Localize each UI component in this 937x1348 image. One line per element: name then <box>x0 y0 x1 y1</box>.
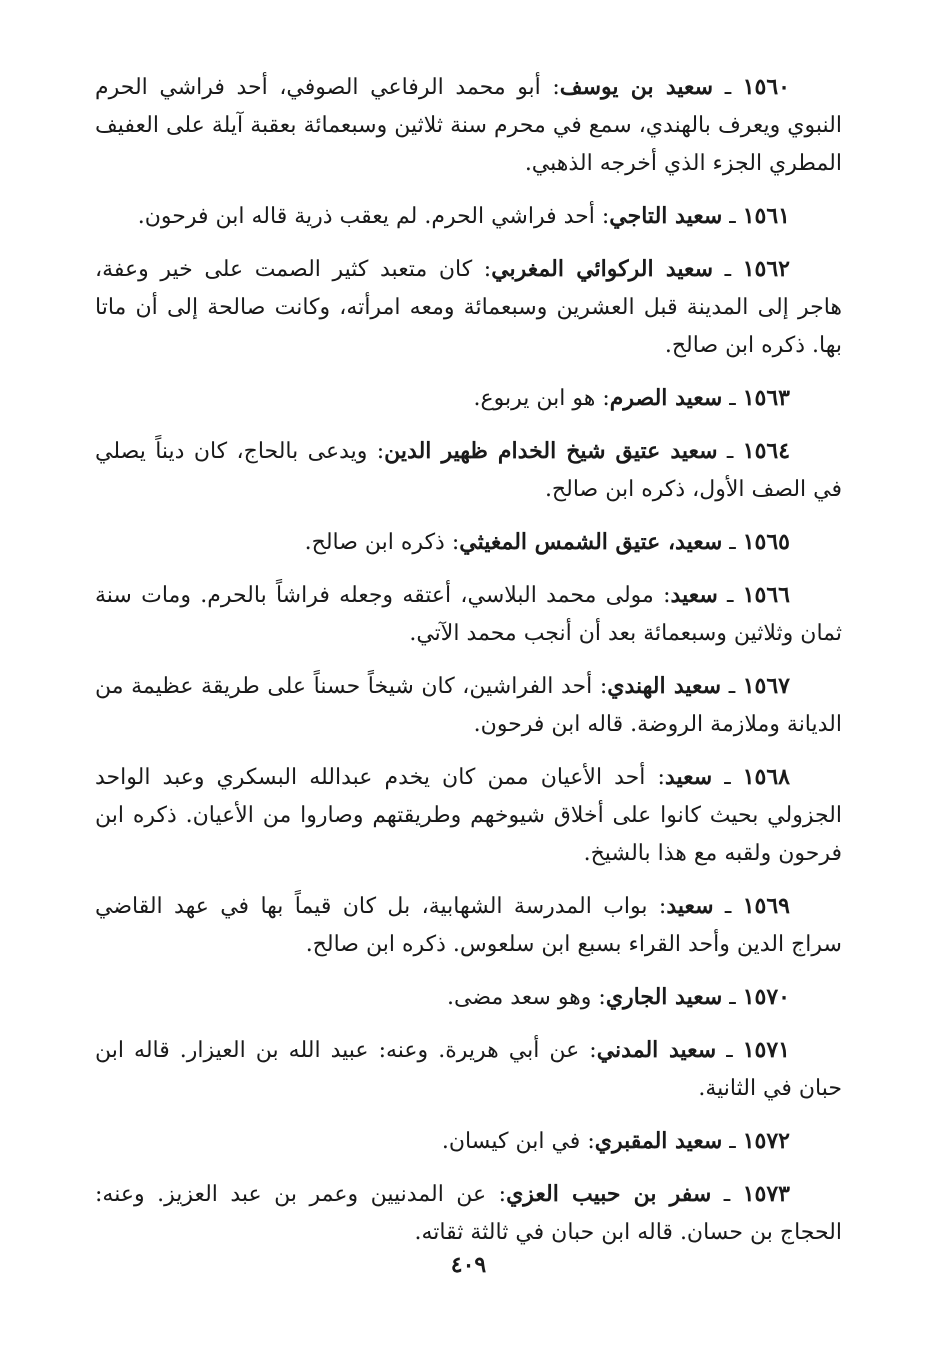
entry-name: سعيد عتيق شيخ الخدام ظهير الدين <box>384 438 718 464</box>
entry-separator: ـ <box>722 204 743 229</box>
entry-number: ١٥٦٦ <box>742 582 790 608</box>
entry-name: سعيد الهندي <box>607 673 722 699</box>
entry-1563 <box>95 379 842 418</box>
entry-separator: ـ <box>712 765 743 790</box>
entry-1570 <box>95 978 842 1017</box>
entry-number: ١٥٦٢ <box>742 256 790 282</box>
entry-1561 <box>95 197 842 236</box>
entry-text: : ويدعى بالحاج، كان ديناً يصلي في الصف الأول، ذكره ابن صالح. <box>95 439 842 502</box>
entry-name: سعيد، عتيق الشمس المغيثي <box>459 529 723 555</box>
entry-text: : بواب المدرسة الشهابية، بل كان قيماً بها في عهد القاضي سراج الدين وأحد القراء بسبع ابن سلعوس. ذكره ابن صالح. <box>95 894 842 957</box>
entry-name: سعيد التاجي <box>609 203 723 229</box>
entry-name: سعيد <box>664 764 713 790</box>
entry-name: سعيد المقبري <box>594 1128 723 1154</box>
entry-separator: ـ <box>713 257 743 282</box>
entry-separator: ـ <box>716 1038 743 1063</box>
entry-number: ١٥٦٥ <box>742 529 790 555</box>
entry-name: سعيد المدني <box>596 1037 717 1063</box>
entry-separator: ـ <box>722 530 743 555</box>
entry-number: ١٥٦٠ <box>742 74 790 100</box>
entry-name: سعيد الركوائي المغربي <box>491 256 714 282</box>
entry-1565 <box>95 523 842 562</box>
entry-text: : عن المدنيين وعمر بن عبد العزيز. وعنه: الحجاج بن حسان. قاله ابن حبان في ثالثة ثقاته. <box>95 1182 842 1245</box>
entry-text: : أحد الفراشين، كان شيخاً حسناً على طريقة عظيمة من الديانة وملازمة الروضة. قاله ابن فرحون. <box>95 674 842 737</box>
entry-1566 <box>95 576 842 653</box>
entry-number: ١٥٧٢ <box>742 1128 790 1154</box>
entry-1567 <box>95 667 842 744</box>
entry-name: سعيد بن يوسف <box>559 74 714 100</box>
entry-name: سعيد <box>670 582 718 608</box>
entry-separator: ـ <box>722 386 743 411</box>
entry-name: سعيد الصرم <box>609 385 723 411</box>
entry-separator: ـ <box>717 583 743 608</box>
entry-1564 <box>95 432 842 509</box>
entry-number: ١٥٧٠ <box>742 984 790 1010</box>
entry-number: ١٥٦٣ <box>742 385 790 411</box>
entry-number: ١٥٦١ <box>742 203 790 229</box>
entry-number: ١٥٦٧ <box>742 673 790 699</box>
entry-separator: ـ <box>721 674 743 699</box>
entry-1568 <box>95 758 842 873</box>
entry-1562 <box>95 250 842 365</box>
entry-number: ١٥٦٨ <box>742 764 790 790</box>
entry-text: : وهو سعد مضى. <box>447 985 606 1010</box>
entry-text: : أحد فراشي الحرم. لم يعقب ذرية قاله ابن فرحون. <box>137 204 610 229</box>
entry-1573 <box>95 1175 842 1252</box>
entry-text: : هو ابن يربوع. <box>473 386 610 411</box>
entry-separator: ـ <box>713 75 743 100</box>
entry-separator: ـ <box>717 439 743 464</box>
entry-name: سعيد <box>666 893 714 919</box>
entry-1569 <box>95 887 842 964</box>
entry-1572 <box>95 1122 842 1161</box>
entry-number: ١٥٧٣ <box>742 1181 790 1207</box>
entry-separator: ـ <box>722 1129 743 1154</box>
entry-text: : في ابن كيسان. <box>441 1129 595 1154</box>
entry-text: : أبو محمد الرفاعي الصوفي، أحد فراشي الحرم النبوي ويعرف بالهندي، سمع في محرم سنة ثلاثين وسبعمائة بعقبة آيلة على العفيف المطري الجزء الذي أخرجه الذهبي. <box>95 75 842 176</box>
entry-name: سعيد الجاري <box>605 984 723 1010</box>
entry-text: : ذكره ابن صالح. <box>304 530 460 555</box>
entry-number: ١٥٧١ <box>742 1037 790 1063</box>
entry-number: ١٥٦٩ <box>742 893 790 919</box>
entry-text: : مولى محمد البلاسي، أعتقه وجعله فراشاً بالحرم. ومات سنة ثمان وثلاثين وسبعمائة بعد أن أنجب محمد الآتي. <box>95 583 842 646</box>
entry-text: : أحد الأعيان ممن كان يخدم عبدالله البسكري وعبد الواحد الجزولي بحيث كانوا على أخلاق شيوخهم وطريقتهم وصاروا من الأعيان. ذكره ابن فرحون ولقبه مع هذا بالشيخ. <box>95 765 842 866</box>
entry-text: : كان متعبد كثير الصمت على خير وعفة، هاجر إلى المدينة قبل العشرين وسبعمائة ومعه امرأته، وكانت صالحة إلى أن ماتا بها. ذكره ابن صالح. <box>95 257 842 358</box>
entry-text: : عن أبي هريرة. وعنه: عبيد الله بن العيزار. قاله ابن حبان في الثانية. <box>95 1038 842 1101</box>
entry-name: سفر بن حبيب العزي <box>506 1181 712 1207</box>
entry-number: ١٥٦٤ <box>742 438 791 464</box>
entry-1571 <box>95 1031 842 1108</box>
entry-separator: ـ <box>711 1182 743 1207</box>
entry-separator: ـ <box>722 985 743 1010</box>
entries-list <box>95 68 842 1252</box>
entry-separator: ـ <box>713 894 743 919</box>
entry-1560 <box>95 68 842 183</box>
page-number: ٤٠٩ <box>450 1252 487 1278</box>
